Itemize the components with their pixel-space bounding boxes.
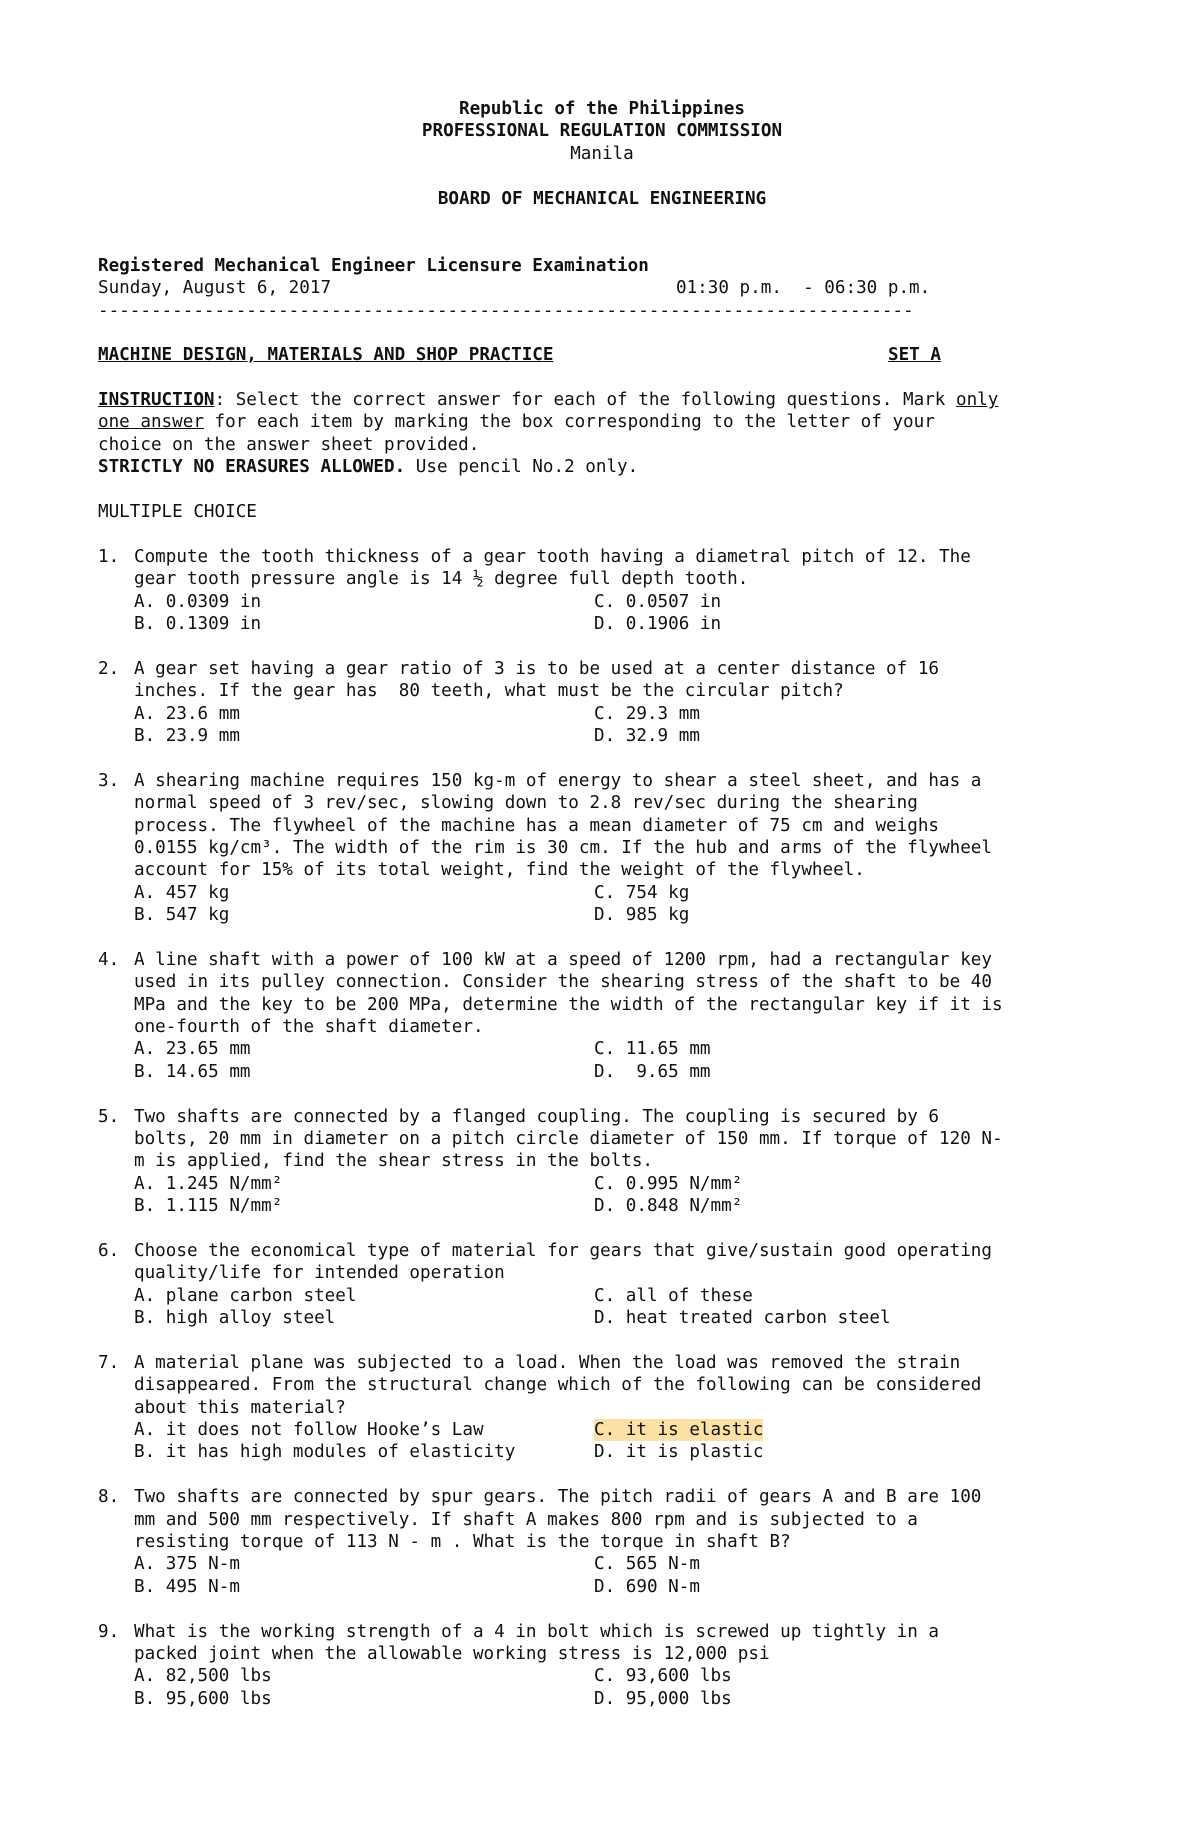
question-text-line — [98, 680, 1106, 702]
question-text: one-fourth of the shaft diameter. — [134, 1017, 484, 1038]
choice-c: C. all of these — [594, 1285, 753, 1306]
instruction-line-1: INSTRUCTION: Select the correct answer for each of the following questions. Mark only — [98, 390, 999, 411]
choice-row — [98, 725, 1106, 747]
question-text: A gear set having a gear ratio of 3 is to be used at a center distance of 16 — [134, 658, 940, 679]
question-text: What is the working strength of a 4 in bolt which is screwed up tightly in a — [134, 1621, 940, 1642]
question-text-line — [98, 1621, 1106, 1643]
subject-name: MACHINE DESIGN, MATERIALS AND SHOP PRACTICE — [98, 345, 554, 366]
question-number — [98, 1509, 134, 1531]
question-text-line — [98, 1531, 1106, 1553]
question-text-line — [98, 658, 1106, 680]
instruction-label: INSTRUCTION — [98, 390, 215, 411]
choice-a: A. 457 kg — [134, 882, 230, 903]
subject-line — [98, 344, 1106, 366]
question-item — [98, 546, 1106, 636]
question-text-line — [98, 949, 1106, 971]
choice-row — [98, 1285, 1106, 1307]
choice-b: B. 0.1309 in — [134, 613, 262, 634]
section-title: MULTIPLE CHOICE — [98, 502, 257, 523]
choice-d: D. 32.9 mm — [594, 725, 700, 746]
question-text: used in its pulley connection. Consider the shearing stress of the shaft to be 40 — [134, 972, 992, 993]
question-text: inches. If the gear has 80 teeth, what must be the circular pitch? — [134, 681, 844, 702]
choice-d: D. heat treated carbon steel — [594, 1308, 891, 1329]
choice-b: B. 23.9 mm — [134, 725, 240, 746]
question-text: disappeared. From the structural change which of the following can be considered — [134, 1375, 982, 1396]
question-text: mm and 500 mm respectively. If shaft A makes 800 rpm and is subjected to a — [134, 1509, 918, 1530]
question-item — [98, 1486, 1106, 1598]
question-number: 8. — [98, 1487, 120, 1508]
instruction-line-4: STRICTLY NO ERASURES ALLOWED. Use pencil No.2 only. — [98, 457, 639, 478]
question-text-line — [98, 770, 1106, 792]
choice-row — [98, 1038, 1106, 1060]
question-number: 1. — [98, 546, 120, 567]
question-number — [98, 815, 134, 837]
question-text: normal speed of 3 rev/sec, slowing down to 2.8 rev/sec during the shearing — [134, 793, 918, 814]
question-number — [98, 792, 134, 814]
question-text: 0.0155 kg/cm³. The width of the rim is 30 cm. If the hub and arms of the flywheel — [134, 837, 992, 858]
choice-a: A. 0.0309 in — [134, 591, 262, 612]
question-number: 4. — [98, 949, 120, 970]
choice-d: D. 0.1906 in — [594, 613, 722, 634]
choice-c: C. 754 kg — [594, 882, 690, 903]
header-board: BOARD OF MECHANICAL ENGINEERING — [437, 188, 767, 209]
question-text-line — [98, 568, 1106, 590]
choice-a: A. 23.6 mm — [134, 703, 240, 724]
choice-d: D. 95,000 lbs — [594, 1688, 732, 1709]
choice-c: C. 11.65 mm — [594, 1039, 711, 1060]
question-text: Compute the tooth thickness of a gear tooth having a diametral pitch of 12. The — [134, 546, 971, 567]
question-item — [98, 770, 1106, 927]
question-number: 6. — [98, 1240, 120, 1261]
choice-b: B. 495 N-m — [134, 1576, 240, 1597]
question-text: process. The flywheel of the machine has a mean diameter of 75 cm and weighs — [134, 815, 940, 836]
choice-a: A. 23.65 mm — [134, 1039, 251, 1060]
question-number — [98, 1262, 134, 1284]
choice-a: A. 82,500 lbs — [134, 1666, 272, 1687]
question-text-line — [98, 971, 1106, 993]
question-text-line — [98, 1240, 1106, 1262]
choice-row — [98, 1195, 1106, 1217]
question-text-line — [98, 1643, 1106, 1665]
question-number — [98, 680, 134, 702]
choice-row — [98, 1419, 1106, 1441]
question-number — [98, 1128, 134, 1150]
question-number: 7. — [98, 1352, 120, 1373]
choice-row — [98, 882, 1106, 904]
question-text: MPa and the key to be 200 MPa, determine the width of the rectangular key if it is — [134, 994, 1003, 1015]
choice-row — [98, 613, 1106, 635]
question-text: packed joint when the allowable working stress is 12,000 psi — [134, 1643, 770, 1664]
choice-d: D. 985 kg — [594, 905, 690, 926]
choice-row — [98, 1061, 1106, 1083]
question-text-line — [98, 1352, 1106, 1374]
instruction-line-3: choice on the answer sheet provided. — [98, 434, 480, 455]
question-text: bolts, 20 mm in diameter on a pitch circle diameter of 150 mm. If torque of 120 N- — [134, 1128, 1003, 1149]
question-list — [98, 546, 1106, 1710]
set-label: SET A — [888, 345, 941, 366]
question-text-line — [98, 859, 1106, 881]
question-text: A shearing machine requires 150 kg-m of energy to shear a steel sheet, and has a — [134, 770, 982, 791]
choice-d: D. 9.65 mm — [594, 1061, 711, 1082]
question-number — [98, 994, 134, 1016]
question-item — [98, 1352, 1106, 1464]
question-text: Choose the economical type of material for gears that give/sustain good operating — [134, 1240, 992, 1261]
choice-row — [98, 703, 1106, 725]
choice-row — [98, 1173, 1106, 1195]
choice-b: B. 547 kg — [134, 905, 230, 926]
question-number — [98, 1643, 134, 1665]
choice-c: C. 29.3 mm — [594, 703, 700, 724]
question-item — [98, 1621, 1106, 1711]
question-text-line — [98, 1262, 1106, 1284]
exam-page — [98, 98, 1106, 1733]
header-country: Republic of the Philippines — [459, 99, 745, 119]
choice-row — [98, 1441, 1106, 1463]
question-number — [98, 1374, 134, 1396]
choice-a: A. 375 N-m — [134, 1554, 240, 1575]
question-text-line — [98, 837, 1106, 859]
divider-rule: ----------------------------------------------------------------------------- — [98, 300, 914, 321]
choice-d: D. 690 N-m — [594, 1576, 700, 1597]
question-number — [98, 1397, 134, 1419]
question-text: resisting torque of 113 N - m . What is the torque in shaft B? — [134, 1532, 791, 1552]
choice-c: C. 0.995 N/mm² — [594, 1173, 743, 1194]
question-number — [98, 1531, 134, 1553]
question-text-line — [98, 1397, 1106, 1419]
question-text: account for 15% of its total weight, find the weight of the flywheel. — [134, 860, 865, 881]
question-text-line — [98, 815, 1106, 837]
choice-b: B. 14.65 mm — [134, 1061, 251, 1082]
header-commission: PROFESSIONAL REGULATION COMMISSION — [421, 121, 783, 142]
question-text-line — [98, 1106, 1106, 1128]
exam-time: 01:30 p.m. - 06:30 p.m. — [676, 278, 931, 299]
question-text-line — [98, 792, 1106, 814]
choice-c: C. 565 N-m — [594, 1554, 700, 1575]
question-number: 5. — [98, 1106, 120, 1127]
choice-b: B. 95,600 lbs — [134, 1688, 272, 1709]
exam-date: Sunday, August 6, 2017 — [98, 278, 332, 299]
choice-row — [98, 1665, 1106, 1687]
question-number: 9. — [98, 1621, 120, 1642]
question-text-line — [98, 1509, 1106, 1531]
choice-row — [98, 904, 1106, 926]
choice-c: C. 93,600 lbs — [594, 1666, 732, 1687]
choice-b: B. it has high modules of elasticity — [134, 1442, 516, 1463]
question-item — [98, 1106, 1106, 1218]
exam-title: Registered Mechanical Engineer Licensure Examination — [98, 255, 649, 276]
question-text-line — [98, 1150, 1106, 1172]
question-number — [98, 568, 134, 590]
choice-a: A. plane carbon steel — [134, 1285, 357, 1306]
question-text: quality/life for intended operation — [134, 1263, 505, 1284]
question-number — [98, 1016, 134, 1038]
question-number — [98, 971, 134, 993]
choice-d: D. it is plastic — [594, 1442, 764, 1463]
question-text: Two shafts are connected by spur gears. The pitch radii of gears A and B are 100 — [134, 1487, 982, 1508]
question-text-line — [98, 1374, 1106, 1396]
choice-row — [98, 591, 1106, 613]
question-item — [98, 949, 1106, 1083]
question-text: gear tooth pressure angle is 14 ½ degree full depth tooth. — [134, 569, 749, 590]
question-number — [98, 1150, 134, 1172]
question-item — [98, 658, 1106, 748]
choice-d: D. 0.848 N/mm² — [594, 1196, 743, 1217]
question-item — [98, 1240, 1106, 1330]
choice-a: A. 1.245 N/mm² — [134, 1173, 283, 1194]
question-text: Two shafts are connected by a flanged coupling. The coupling is secured by 6 — [134, 1106, 940, 1127]
choice-c: C. 0.0507 in — [594, 591, 722, 612]
question-number — [98, 859, 134, 881]
question-number — [98, 837, 134, 859]
choice-b: B. high alloy steel — [134, 1308, 336, 1329]
question-text: about this material? — [134, 1397, 346, 1418]
question-text-line — [98, 546, 1106, 568]
question-number: 2. — [98, 658, 120, 679]
question-text: m is applied, find the shear stress in the bolts. — [134, 1151, 654, 1172]
choice-row — [98, 1688, 1106, 1710]
choice-c: C. it is elastic — [594, 1420, 764, 1441]
question-text-line — [98, 1128, 1106, 1150]
choice-row — [98, 1576, 1106, 1598]
exam-schedule — [98, 277, 1106, 299]
choice-a: A. it does not follow Hooke’s Law — [134, 1420, 484, 1441]
choice-row — [98, 1307, 1106, 1329]
header-city: Manila — [570, 143, 634, 164]
question-text-line — [98, 1016, 1106, 1038]
choice-row — [98, 1553, 1106, 1575]
choice-b: B. 1.115 N/mm² — [134, 1196, 283, 1217]
question-text: A line shaft with a power of 100 kW at a speed of 1200 rpm, had a rectangular key — [134, 949, 992, 970]
question-number: 3. — [98, 770, 120, 791]
question-text-line — [98, 994, 1106, 1016]
question-text-line — [98, 1486, 1106, 1508]
question-text: A material plane was subjected to a load. When the load was removed the strain — [134, 1352, 961, 1373]
instruction-line-2: one answer for each item by marking the box corresponding to the letter of your — [98, 412, 935, 433]
